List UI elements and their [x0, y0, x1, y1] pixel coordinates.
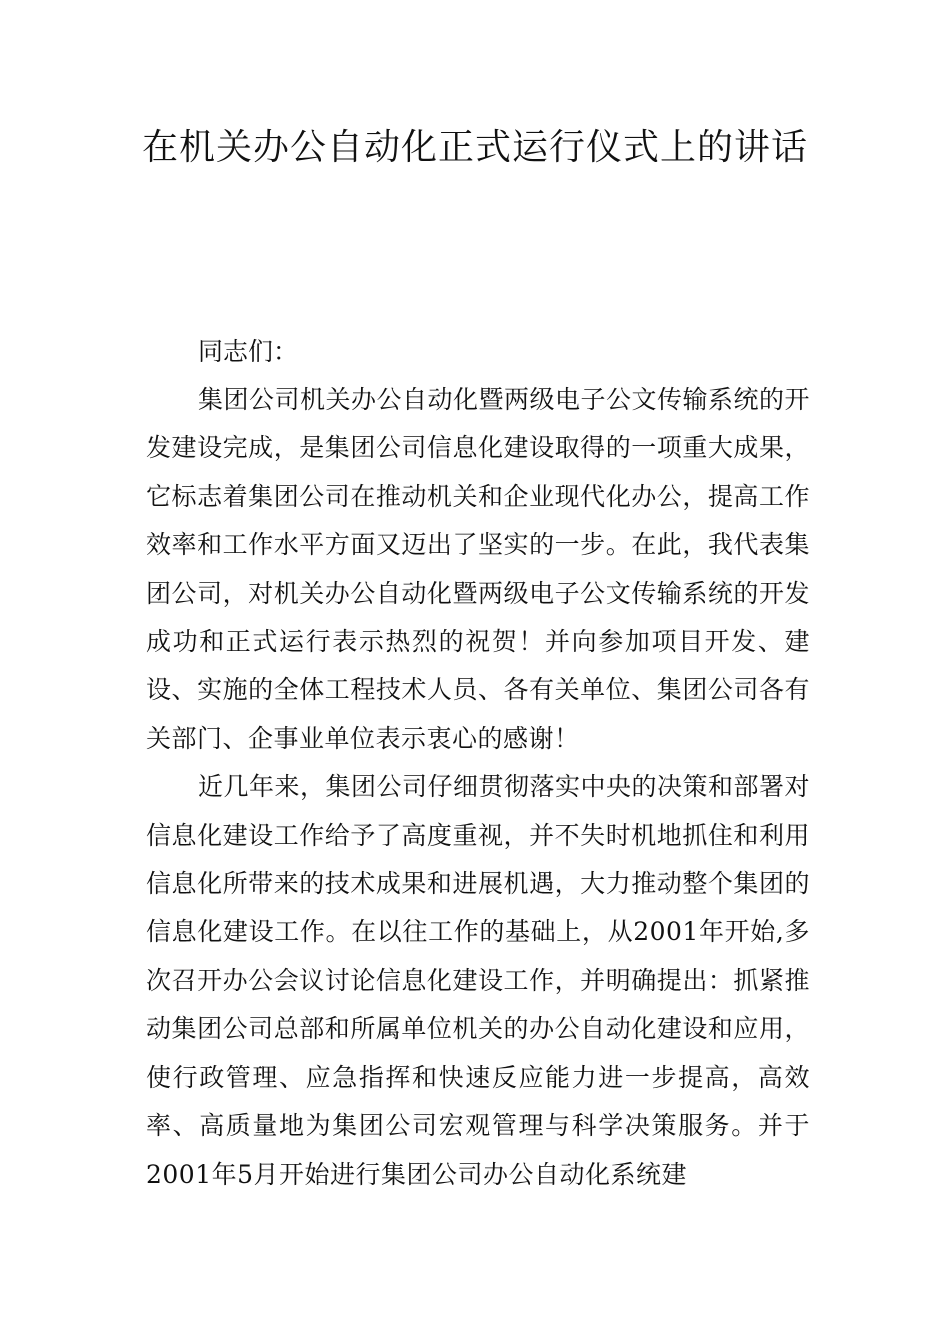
salutation: 同志们： [198, 337, 299, 366]
document-title: 在机关办公自动化正式运行仪式上的讲话 [141, 127, 808, 168]
body-paragraph-2: 近几年来，集团公司仔细贯彻落实中央的决策和部署对信息化建设工作给予了高度重视，并不失时机地抓住和利用信息化所带来的技术成果和进展机遇，大力推动整个集团的信息化建设工作。在以往工作的基础上，从2001年开始,多次召开办公会议讨论信息化建设工作，并明确提出：抓紧推动集团公司总部和所属单位机关的办公自动化建设和应用，使行政管理、应急指挥和快速反应能力进一步提高，高效率、高质量地为集团公司宏观管理与科学决策服务。并于2001年5月开始进行集团公司办公自动化系统建 [146, 772, 811, 1189]
body-paragraph-1: 集团公司机关办公自动化暨两级电子公文传输系统的开发建设完成，是集团公司信息化建设取得的一项重大成果，它标志着集团公司在推动机关和企业现代化办公，提高工作效率和工作水平方面又迈出了坚实的一步。在此，我代表集团公司，对机关办公自动化暨两级电子公文传输系统的开发成功和正式运行表示热烈的祝贺！并向参加项目开发、建设、实施的全体工程技术人员、各有关单位、集团公司各有关部门、企事业单位表示衷心的感谢！ [146, 385, 811, 753]
document-body [146, 328, 810, 1199]
